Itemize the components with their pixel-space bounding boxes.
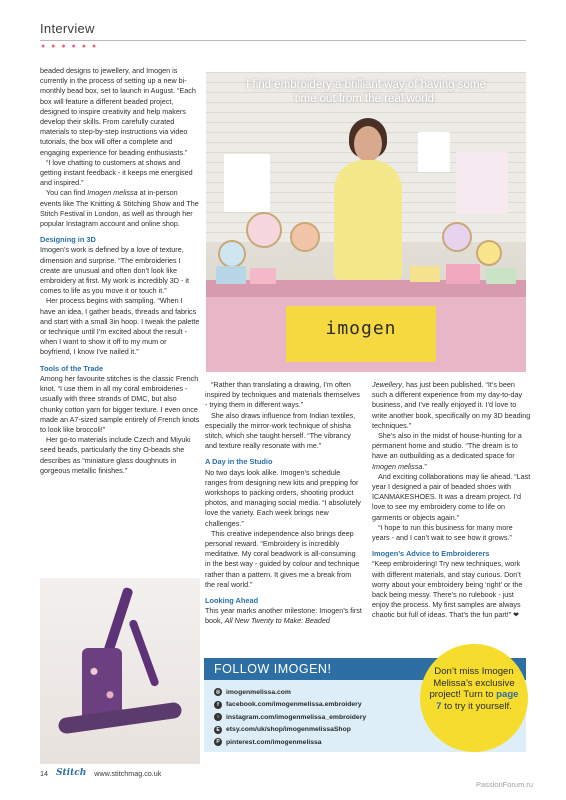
subheading-designing: Designing in 3D <box>40 235 96 245</box>
promo-circle <box>420 644 528 752</box>
shoe-strap <box>128 619 159 688</box>
paragraph: She’s also in the midst of house-hunting for a permanent home and studio. “The dream is to have an outbuilding as a dedicated space for Imogen melissa.” <box>372 431 522 471</box>
pull-quote: I find embroidery a brilliant way of having some time out from the real world. <box>246 79 486 105</box>
magazine-brand: Stitch <box>56 768 87 778</box>
follow-title: FOLLOW IMOGEN! <box>214 662 332 676</box>
paragraph: This creative independence also brings deep personal reward. “Embroidery is incredibly meditative. My coral beadwork is all-consuming in the best way - guided by colour and technique rather than a pattern. It gives me a break from the real world.” <box>205 528 360 589</box>
header-rule <box>40 40 526 41</box>
follow-link-etsy[interactable]: E etsy.com/uk/shop/imogenmelissaShop <box>214 724 414 737</box>
embroidery-hoop <box>290 222 320 252</box>
paragraph: Jewellery, has just been published. “It’s been such a different experience from my day-to-day business, and I’ve really enjoyed it. I’d love to write another book, specifically on my 3D beading techniques.” <box>372 380 531 430</box>
paragraph: Her process begins with sampling. “When I have an idea, I gather beads, threads and fabrics and start with a small 3in hoop. I tweak the palette or technique until I’m excited about the result - when I want to show it off to my mum or boyfriend, I know I’ve nailed it.” <box>40 296 200 357</box>
product-pack <box>486 268 516 284</box>
follow-link-instagram[interactable]: ○ instagram.com/imogenmelissa_embroidery <box>214 711 414 724</box>
pinterest-icon: P <box>214 738 222 746</box>
paragraph: “Keep embroidering! Try new techniques, work with different materials, and stay curious. Don’t worry about your embroidery being ‘right’ or the back being messy. There’s no rulebook - just enjoy the process. My first samples are always chaotic but full of ideas. That’s the fun part!” ❤ <box>372 559 523 620</box>
follow-link-facebook[interactable]: f facebook.com/imogenmelissa.embroidery <box>214 699 414 712</box>
embroidery-hoop <box>442 222 472 252</box>
embroidery-hoop <box>218 240 246 268</box>
subheading-looking-ahead: Looking Ahead <box>205 596 259 606</box>
sign-board <box>418 132 450 172</box>
sign-board <box>224 154 270 212</box>
product-pack <box>446 264 480 284</box>
paragraph: “I love chatting to customers at shows and getting instant feedback - it keeps me energised and inspired.” <box>40 157 193 188</box>
subheading-tools: Tools of the Trade <box>40 363 104 373</box>
watermark: PassionForum.ru <box>476 780 534 789</box>
globe-icon: ◎ <box>215 689 221 696</box>
paragraph: This year marks another milestone: Imogen’s first book, All New Twenty to Make: Beaded <box>205 606 362 626</box>
facebook-icon: f <box>214 701 222 709</box>
article-column-3 <box>372 380 532 621</box>
page-footer <box>40 768 161 778</box>
subheading-day: A Day in the Studio <box>205 457 273 467</box>
article-column-1 <box>40 66 200 476</box>
paragraph: No two days look alike. Imogen’s schedule ranges from designing new kits and prepping for workshops to packing orders, shooting product photos, and managing social media. “I absolutely love the variety. Each week brings new challenges.” <box>205 467 361 528</box>
section-header <box>40 20 95 38</box>
magazine-url[interactable]: www.stitchmag.co.uk <box>94 768 162 778</box>
instagram-icon: ○ <box>214 713 222 721</box>
product-pack <box>250 268 276 284</box>
banner-text: imogen <box>325 318 397 339</box>
paragraph: She also draws influence from Indian textiles, especially the mirror-work technique of shisha stitch, which she taught herself. “The vibrancy and texture really resonate with me.” <box>205 410 356 451</box>
paragraph: Imogen’s work is defined by a love of texture, dimension and surprise. “The embroideries I create are unusual and often don’t look like embroidery at first. My work is incredibly 3D - it comes to life as you move it or touch it.” <box>40 245 189 296</box>
person-body <box>334 160 402 280</box>
follow-link-pinterest[interactable]: P pinterest.com/imogenmelissa <box>214 736 414 749</box>
subheading-advice: Imogen’s Advice to Embroiderers <box>372 549 490 559</box>
follow-links <box>214 686 414 749</box>
header-dots: ● ● ● ● ● ● <box>41 43 99 50</box>
product-pack <box>410 266 440 282</box>
article-column-2 <box>205 380 363 627</box>
promo-text: Don’t miss Imogen Melissa’s exclusive project! Turn to page 7 to try it yourself. <box>429 666 519 712</box>
embroidery-hoop <box>476 240 502 266</box>
product-pack <box>216 266 246 284</box>
paragraph: Among her favourite stitches is the classic French knot. “I use them in all my coral embroideries - usually with three strands of DMC, but also chunky cotton yarn for bigger texture. I even once made an A7-sized sample entirely of French knots to look like broccoli!” <box>40 373 200 434</box>
paragraph: beaded designs to jewellery, and Imogen is currently in the process of setting up a new bi-monthly bead box, set to launch in August. “Each box will feature a different beaded project, designed to inspire creativity and help makers develop their skills. From carefully curated materials to step-by-step instructions via video tutorials, the box will offer a complete and engaging experience for beading enthusiasts.” <box>40 66 196 157</box>
etsy-icon: E <box>214 726 222 734</box>
paragraph: You can find Imogen melissa at in-person events like The Knitting & Stitching Show and The Stitch Festival in London, as well as through her popular Instagram account and online shop. <box>40 188 199 229</box>
paragraph: Her go-to materials include Czech and Miyuki seed beads, particularly the tiny O-beads she describes as “miniature glass doughnuts in gorgeous metallic finishes.” <box>40 435 191 475</box>
follow-link-website[interactable]: ◎ imogenmelissa.com <box>215 688 291 696</box>
sign-board <box>456 152 508 214</box>
page-number: 14 <box>40 768 48 778</box>
embroidery-hoop <box>246 212 282 248</box>
paragraph: “I hope to run this business for many more years - and I can’t wait to see how it grows.” <box>372 522 513 543</box>
paragraph: “Rather than translating a drawing, I’m often inspired by techniques and materials themselves - trying them in different ways.” <box>205 380 361 410</box>
person-head <box>354 126 382 162</box>
stall-banner <box>286 306 436 362</box>
paragraph: And exciting collaborations may lie ahead. “Last year I designed a pair of beaded shoes with ICANMAKESHOES. It was a dream project. I’d love to see my embroidery come to life on garments or objects again.” <box>372 471 531 522</box>
beaded-shoe-photo <box>40 578 200 764</box>
section-label: Interview <box>40 21 95 36</box>
stall-photo <box>206 72 526 372</box>
